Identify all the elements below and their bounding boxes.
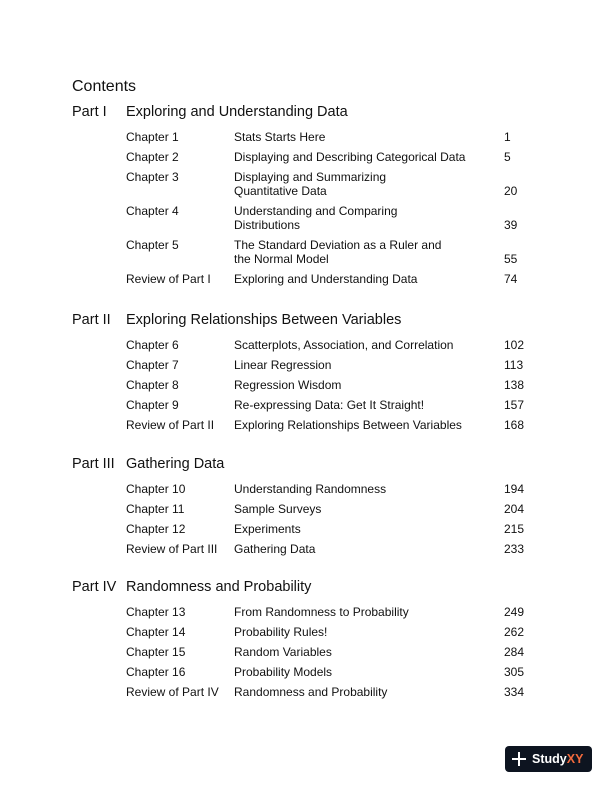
part-heading xyxy=(72,308,542,332)
toc-entry[interactable] xyxy=(72,170,542,198)
part-title: Exploring and Understanding Data xyxy=(126,104,348,120)
part-heading xyxy=(72,575,542,599)
part-number: Part III xyxy=(72,456,115,472)
toc-entry[interactable] xyxy=(72,542,542,556)
entry-title: Randomness and Probability xyxy=(234,685,388,699)
entry-page: 249 xyxy=(504,605,525,619)
entry-label: Review of Part III xyxy=(126,542,218,556)
logo-text-accent: XY xyxy=(566,752,584,766)
entry-page: 262 xyxy=(504,625,525,639)
toc-entry[interactable] xyxy=(72,358,542,372)
entry-title: The Standard Deviation as a Ruler and the Normal Model xyxy=(234,238,442,266)
entry-page: 157 xyxy=(504,398,525,412)
entry-page: 102 xyxy=(504,338,525,352)
entry-label: Chapter 1 xyxy=(126,130,179,144)
toc-entry[interactable] xyxy=(72,502,542,516)
toc-entry[interactable] xyxy=(72,522,542,536)
entry-page: 334 xyxy=(504,685,525,699)
part-4 xyxy=(72,575,542,699)
entry-title: Exploring Relationships Between Variables xyxy=(234,418,462,432)
entry-page: 55 xyxy=(504,252,518,266)
part-heading xyxy=(72,100,542,124)
entry-title: Experiments xyxy=(234,522,301,536)
entry-label: Chapter 9 xyxy=(126,398,179,412)
toc-entry[interactable] xyxy=(72,605,542,619)
entry-page: 305 xyxy=(504,665,525,679)
entry-label: Chapter 4 xyxy=(126,204,179,218)
entry-title: Gathering Data xyxy=(234,542,316,556)
entry-label: Review of Part II xyxy=(126,418,215,432)
toc-entry[interactable] xyxy=(72,130,542,144)
toc-entry[interactable] xyxy=(72,150,542,164)
toc-entry[interactable] xyxy=(72,338,542,352)
part-2 xyxy=(72,308,542,432)
entry-label: Chapter 8 xyxy=(126,378,179,392)
toc-entry[interactable] xyxy=(72,238,542,266)
entry-title: Displaying and Summarizing Quantitative Data xyxy=(234,170,387,198)
entry-page: 215 xyxy=(504,522,525,536)
toc-entry[interactable] xyxy=(72,482,542,496)
entry-label: Chapter 15 xyxy=(126,645,186,659)
logo-text-main: Study xyxy=(532,752,567,766)
entry-page: 39 xyxy=(504,218,518,232)
toc-entry[interactable] xyxy=(72,204,542,232)
entry-label: Chapter 5 xyxy=(126,238,179,252)
entry-title: Exploring and Understanding Data xyxy=(234,272,418,286)
entry-page: 194 xyxy=(504,482,525,496)
part-1 xyxy=(72,100,542,286)
entry-label: Chapter 13 xyxy=(126,605,186,619)
entry-title: Displaying and Describing Categorical Data xyxy=(234,150,466,164)
entry-page: 5 xyxy=(504,150,511,164)
entry-page: 113 xyxy=(504,358,524,372)
part-title: Exploring Relationships Between Variables xyxy=(126,312,402,328)
toc-entry[interactable] xyxy=(72,272,542,286)
entry-title: Understanding Randomness xyxy=(234,482,387,496)
toc-entry[interactable] xyxy=(72,665,542,679)
entry-label: Review of Part IV xyxy=(126,685,219,699)
entry-label: Chapter 10 xyxy=(126,482,186,496)
entry-title: Stats Starts Here xyxy=(234,130,326,144)
entry-label: Chapter 7 xyxy=(126,358,179,372)
entry-label: Chapter 2 xyxy=(126,150,179,164)
entry-page: 204 xyxy=(504,502,525,516)
part-number: Part I xyxy=(72,104,107,120)
entry-label: Chapter 16 xyxy=(126,665,186,679)
toc-entry[interactable] xyxy=(72,398,542,412)
toc-entry[interactable] xyxy=(72,625,542,639)
part-number: Part IV xyxy=(72,579,117,595)
entry-title: From Randomness to Probability xyxy=(234,605,409,619)
toc-entry[interactable] xyxy=(72,418,542,432)
entry-page: 233 xyxy=(504,542,525,556)
entry-label: Chapter 14 xyxy=(126,625,186,639)
studyxy-logo[interactable] xyxy=(505,746,592,772)
entry-label: Chapter 3 xyxy=(126,170,179,184)
entry-page: 20 xyxy=(504,184,518,198)
contents-title: Contents xyxy=(72,78,137,95)
part-title: Randomness and Probability xyxy=(126,579,312,595)
plus-icon xyxy=(511,751,527,767)
entry-page: 168 xyxy=(504,418,525,432)
entry-title: Understanding and Comparing Distributions xyxy=(234,204,398,232)
entry-title: Regression Wisdom xyxy=(234,378,342,392)
toc-entry[interactable] xyxy=(72,645,542,659)
entry-page: 138 xyxy=(504,378,525,392)
entry-title: Probability Rules! xyxy=(234,625,328,639)
part-number: Part II xyxy=(72,312,111,328)
entry-title: Scatterplots, Association, and Correlation xyxy=(234,338,454,352)
entry-page: 1 xyxy=(504,130,511,144)
toc-entry[interactable] xyxy=(72,378,542,392)
entry-label: Chapter 11 xyxy=(126,502,185,516)
entry-title: Sample Surveys xyxy=(234,502,322,516)
entry-label: Review of Part I xyxy=(126,272,211,286)
entry-title: Random Variables xyxy=(234,645,332,659)
entry-title: Probability Models xyxy=(234,665,333,679)
toc-entry[interactable] xyxy=(72,685,542,699)
entry-page: 74 xyxy=(504,272,518,286)
entry-label: Chapter 12 xyxy=(126,522,186,536)
part-heading xyxy=(72,452,542,476)
part-3 xyxy=(72,452,542,556)
part-title: Gathering Data xyxy=(126,456,225,472)
entry-page: 284 xyxy=(504,645,525,659)
entry-title: Linear Regression xyxy=(234,358,332,372)
entry-label: Chapter 6 xyxy=(126,338,179,352)
entry-title: Re-expressing Data: Get It Straight! xyxy=(234,398,425,412)
